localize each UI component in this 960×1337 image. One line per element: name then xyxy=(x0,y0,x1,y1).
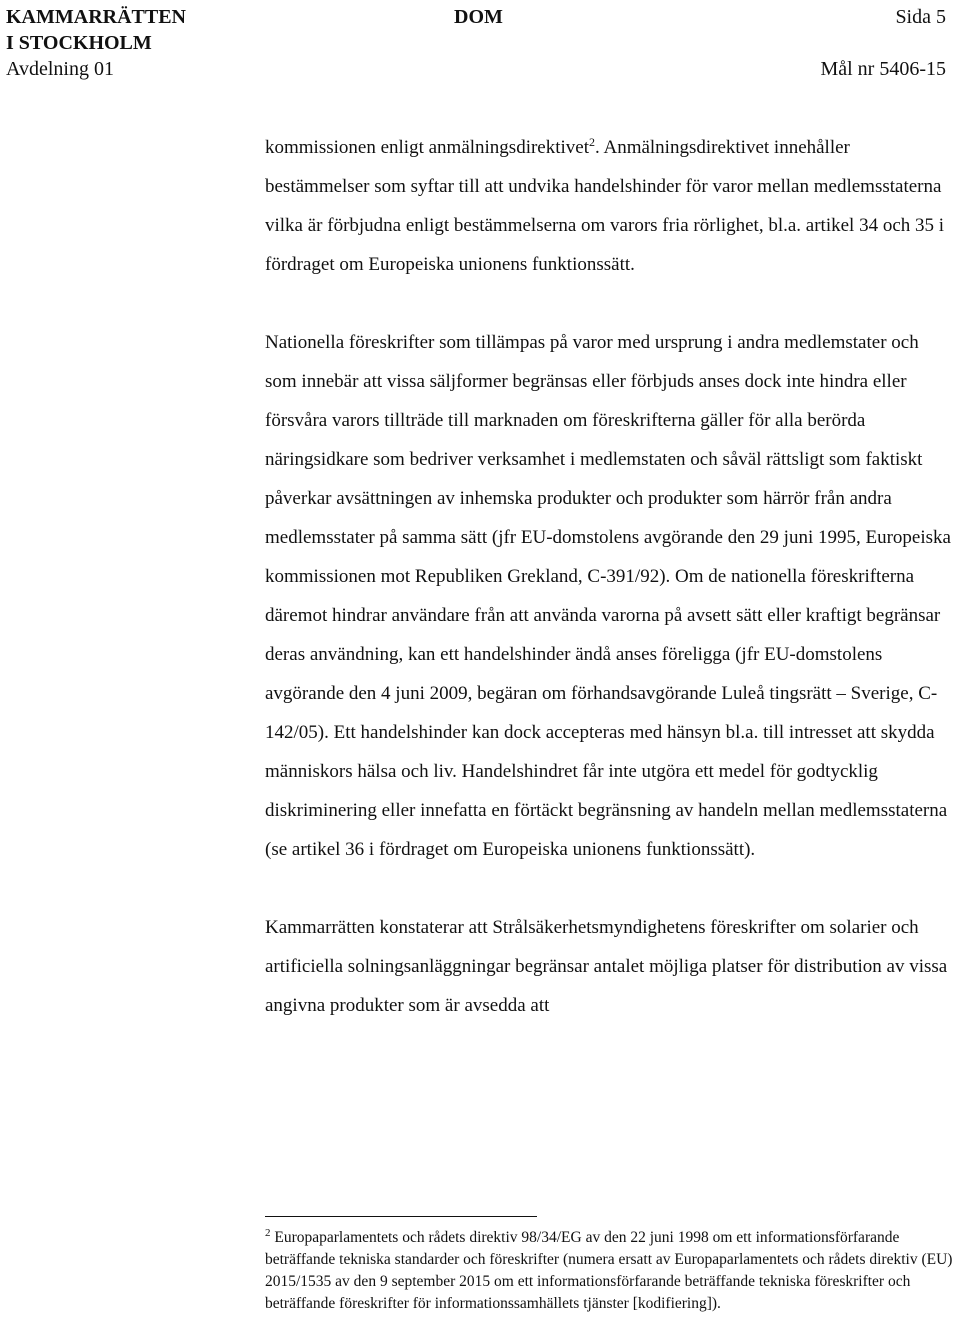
page-header xyxy=(6,4,946,82)
court-name-line1: KAMMARRÄTTEN xyxy=(6,6,186,28)
header-row-2 xyxy=(6,30,946,56)
paragraph-3: Kammarrätten konstaterar att Strålsäkerhetsmyndighetens föreskrifter om solarier och artificiella solningsanläggningar begränsar antalet möjliga platser för distribution av vissa angivna produkter som är avsedda att xyxy=(265,917,948,1016)
case-number: Mål nr 5406-15 xyxy=(820,58,946,80)
department: Avdelning 01 xyxy=(6,58,114,80)
paragraph-1-start: kommissionen enligt anmälningsdirektivet xyxy=(265,137,590,158)
footnote-number: 2 xyxy=(265,1227,271,1239)
footnote-separator xyxy=(265,1216,537,1217)
footnote-text: Europaparlamentets och rådets direktiv 98/34/EG av den 22 juni 1998 om ett informationsförfarande beträffande tekniska standarder och föreskrifter (numera ersatt av Europaparlamentets och rådets direktiv (EU) 2015/1535 av den 9 september 2015 om ett informationsförfarande beträffande tekniska föreskrifter och beträffande föreskrifter för informationssamhällets tjänster [kodifiering]). xyxy=(265,1229,953,1312)
document-type: DOM xyxy=(454,6,503,28)
document-body xyxy=(265,128,955,1025)
paragraph-1 xyxy=(265,128,955,284)
court-name-line2: I STOCKHOLM xyxy=(6,32,152,54)
footnote-reference[interactable]: 2 xyxy=(589,135,596,149)
footnote xyxy=(265,1227,955,1315)
page-number: Sida 5 xyxy=(895,6,946,28)
header-row-1 xyxy=(6,4,946,30)
paragraph-1-end: . Anmälningsdirektivet innehåller bestämmelser som syftar till att undvika handelshinder för varor mellan medlemsstaterna vilka är förbjudna enligt bestämmelserna om varors fria rörlighet, bl.a. artikel 34 och 35 i fördraget om Europeiska unionens funktionssätt. xyxy=(265,137,945,275)
paragraph-2: Nationella föreskrifter som tillämpas på varor med ursprung i andra medlemstater och som innebär att vissa säljformer begränsas eller förbjuds anses dock inte hindra eller försvåra varors tillträde till marknaden om föreskrifterna gäller för alla berörda näringsidkare som bedriver verksamhet i medlemstaten och såväl rättsligt som faktiskt påverkar avsättningen av inhemska produkter och produkter som härrör från andra medlemsstater på samma sätt (jfr EU-domstolens avgörande den 29 juni 1995, Europeiska kommissionen mot Republiken Grekland, C-391/92). Om de nationella föreskrifterna däremot hindrar användare från att använda varorna på avsett sätt eller kraftigt begränsar deras användning, kan ett handelshinder ändå anses föreligga (jfr EU-domstolens avgörande den 4 juni 2009, begäran om förhandsavgörande Luleå tingsrätt – Sverige, C-142/05). Ett handelshinder kan dock accepteras med hänsyn bl.a. till intresset att skydda människors hälsa och liv. Handelshindret får inte utgöra ett medel för godtycklig diskriminering eller innefatta en förtäckt begränsning av handeln mellan medlemsstaterna (se artikel 36 i fördraget om Europeiska unionens funktionssätt). xyxy=(265,332,951,860)
header-row-3 xyxy=(6,56,946,82)
